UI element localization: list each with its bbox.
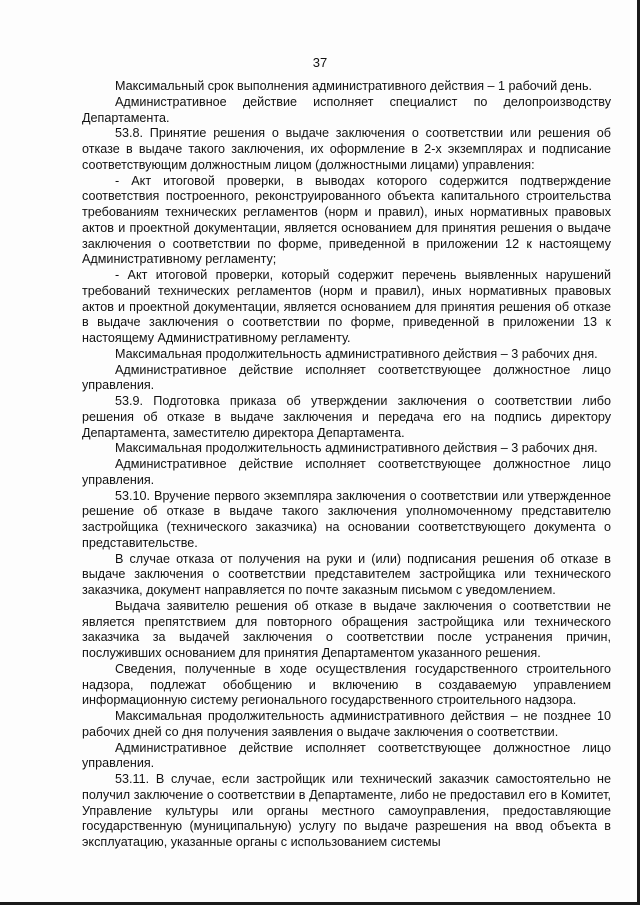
paragraph-53-8: 53.8. Принятие решения о выдаче заключения о соответствии или решения об отказе в выдаче такого заключения, их оформление в 2-х экземплярах и подписание соответствующим должностным лицом (должностными лицами) управления: bbox=[82, 126, 611, 172]
paragraph-max-duration-10-days: Максимальная продолжительность административного действия – не позднее 10 рабочих дней со дня получения заявления о выдаче заключения о соответствии. bbox=[82, 709, 611, 739]
paragraph-act-compliance: - Акт итоговой проверки, в выводах которого содержится подтверждение соответствия построенного, реконструированного объекта капитального строительства требованиям технических регламентов (норм и правил), иных нормативных правовых актов и проектной документации, является основанием для принятия решения о выдаче заключения о соответствии по форме, приведенной в приложении 12 к настоящему Административному регламенту; bbox=[82, 173, 611, 267]
paragraph-max-duration-3-days-b: Максимальная продолжительность административного действия – 3 рабочих дня. bbox=[115, 441, 598, 456]
paragraph-executor-official-b: Административное действие исполняет соответствующее должностное лицо управления. bbox=[82, 457, 611, 487]
paragraph-executor-records-specialist: Административное действие исполняет специалист по делопроизводству Департамента. bbox=[82, 94, 611, 125]
paragraph-53-10: 53.10. Вручение первого экземпляра заключения о соответствии или утвержденное решение об отказе в выдаче такого заключения уполномоченному представителю застройщика (технического заказчика) на основании соответствующего документа о представительстве. bbox=[82, 488, 611, 550]
paragraph-max-duration-3-days-a: Максимальная продолжительность административного действия – 3 рабочих дня. bbox=[115, 346, 598, 361]
paragraph-reapplication: Выдача заявителю решения об отказе в выдаче заключения о соответствии не является препятствием для повторного обращения застройщика или технического заказчика за выдачей заключения о соответствии после устранения причин, послуживших основанием для принятия Департаментом указанного решения. bbox=[82, 598, 611, 660]
paragraph-refusal-mail: В случае отказа от получения на руки и (или) подписания решения об отказе в выдаче заключения о соответствии представителем застройщика или технического заказчика, документ направляется по почте заказным письмом с уведомлением. bbox=[82, 551, 611, 597]
paragraph-information-system: Сведения, полученные в ходе осуществления государственного строительного надзора, подлежат обобщению и включению в создаваемую управлением информационную систему регионального государственного строительного надзора. bbox=[82, 661, 611, 708]
document-body bbox=[82, 79, 611, 851]
paragraph-53-9: 53.9. Подготовка приказа об утверждении заключения о соответствии либо решения об отказе в выдаче заключения и передача его на подпись директору Департамента, заместителю директора Департамента. bbox=[82, 394, 611, 440]
page-number: 37 bbox=[312, 55, 328, 70]
paragraph-53-11: 53.11. В случае, если застройщик или технический заказчик самостоятельно не получил заключение о соответствии в Департаменте, либо не предоставил его в Комитет, Управление культуры или органы местного самоуправления, предоставляющие государственную (муниципальную) услугу по выдаче разрешения на ввод объекта в эксплуатацию, указанные органы с использованием системы bbox=[82, 772, 611, 849]
paragraph-executor-official-c: Административное действие исполняет соответствующее должностное лицо управления. bbox=[82, 740, 611, 771]
paragraph-executor-official-a: Административное действие исполняет соответствующее должностное лицо управления. bbox=[82, 362, 611, 393]
paragraph-max-duration-1-day: Максимальный срок выполнения административного действия – 1 рабочий день. bbox=[115, 79, 593, 93]
paragraph-act-violations: - Акт итоговой проверки, который содержит перечень выявленных нарушений требований технических регламентов (норм и правил), иных нормативных правовых актов и проектной документации, является основанием для принятия решения об отказе в выдаче заключения о соответствии по форме, приведенной в приложении 13 к настоящему Административному регламенту. bbox=[82, 268, 611, 345]
